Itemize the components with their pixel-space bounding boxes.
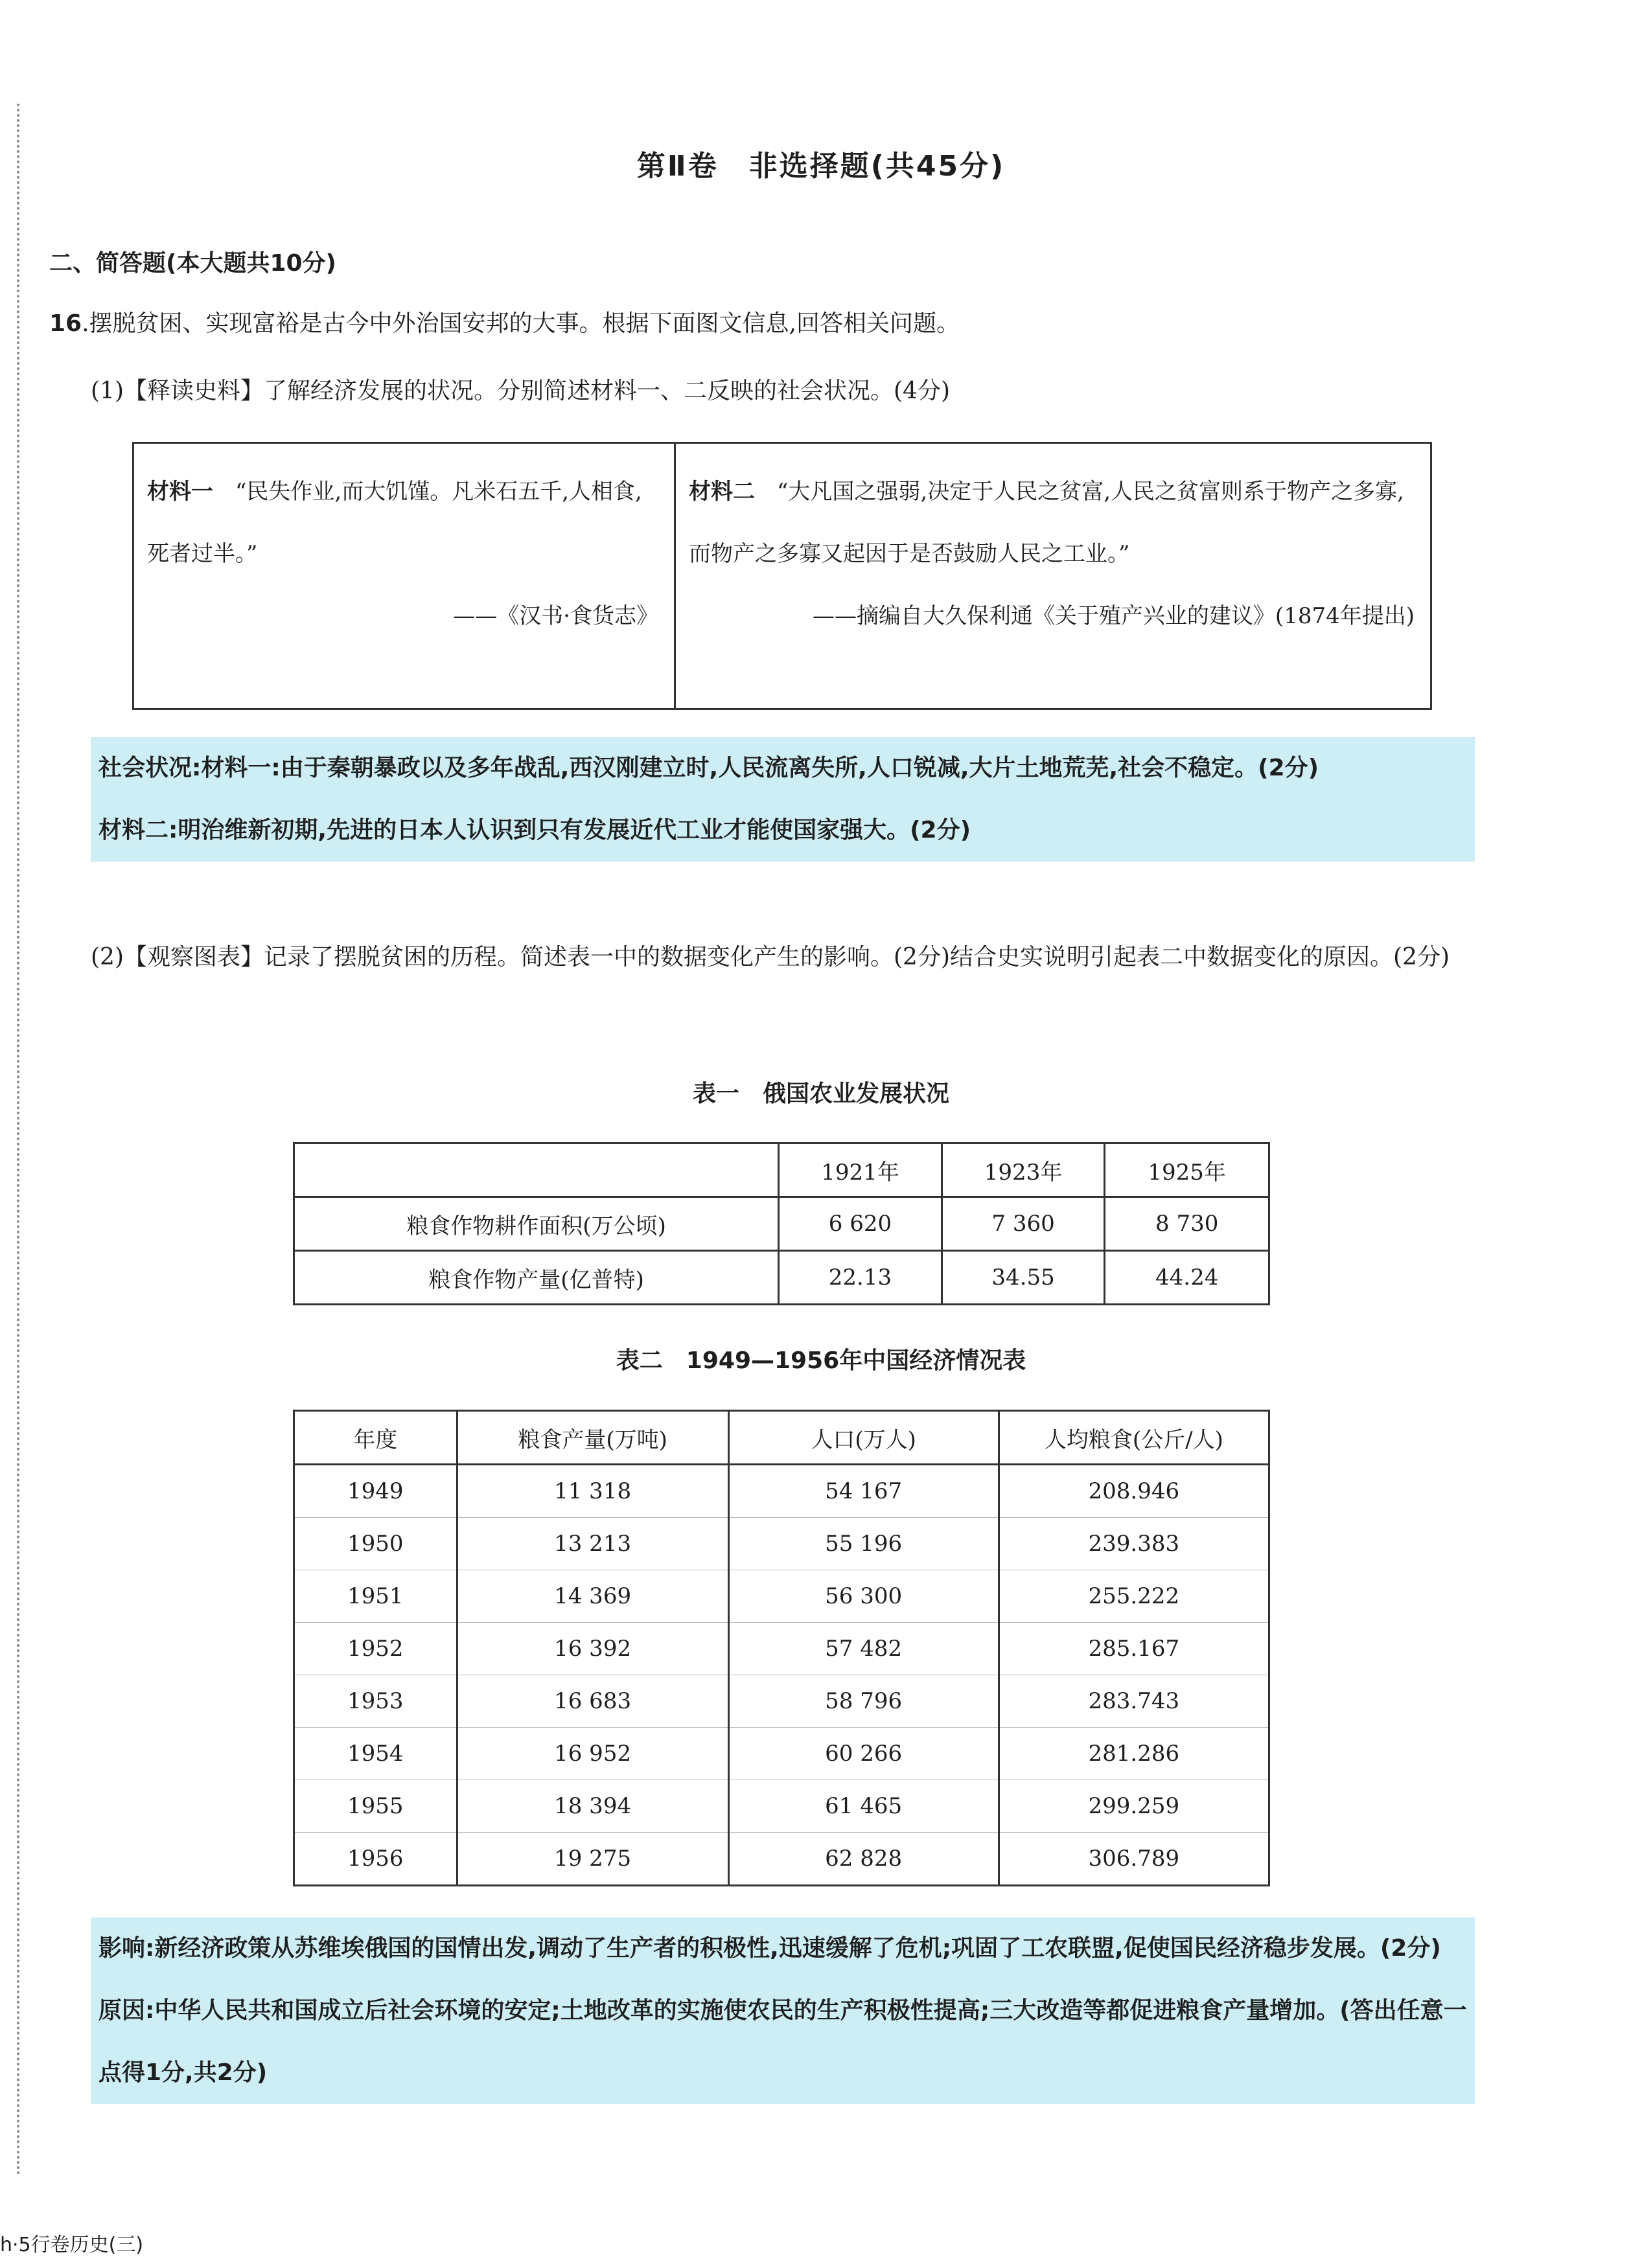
material-2-label: 材料二 [689, 479, 755, 505]
material-2-quote: “大凡国之强弱,决定于人民之贫富,人民之贫富则系于物产之多寡,而物产之多寡又起因于是否鼓励人民之工业。” [689, 479, 1404, 567]
table-cell: 7 360 [942, 1197, 1105, 1251]
table-cell: 16 683 [457, 1675, 728, 1728]
table-header-cell [294, 1143, 779, 1197]
table-1-caption: 表一 俄国农业发展状况 [692, 1081, 949, 1107]
answer-part-1 [91, 737, 1475, 862]
page-footer: h·5行卷历史(三) [0, 2234, 144, 2256]
table-cell: 粮食作物产量(亿普特) [294, 1251, 779, 1305]
material-1-quote: “民失作业,而大饥馑。凡米石五千,人相食,死者过半。” [147, 479, 642, 567]
table-row [294, 1518, 1269, 1570]
table-header-cell: 1921年 [779, 1143, 942, 1197]
table-row [294, 1833, 1269, 1886]
table-cell: 16 392 [457, 1623, 728, 1675]
table-row [294, 1623, 1269, 1675]
table-cell: 8 730 [1105, 1197, 1269, 1251]
answer-part-2 [91, 1918, 1475, 2104]
table-cell: 239.383 [999, 1518, 1269, 1570]
table-row [294, 1780, 1269, 1833]
section-heading: 二、简答题(本大题共10分) [49, 250, 337, 277]
question-16-stem [49, 307, 960, 341]
table-cell: 22.13 [779, 1251, 942, 1305]
table-cell: 1952 [294, 1623, 457, 1675]
table-row [294, 1465, 1269, 1518]
table-header-cell: 1925年 [1105, 1143, 1269, 1197]
material-1 [134, 444, 676, 708]
table-cell: 283.743 [999, 1675, 1269, 1728]
table-cell: 54 167 [728, 1465, 999, 1518]
table-cell: 6 620 [779, 1197, 942, 1251]
question-part-1: (1)【释读史料】了解经济发展的状况。分别简述材料一、二反映的社会状况。(4分) [91, 378, 950, 404]
table-cell: 55 196 [728, 1518, 999, 1570]
materials-box [132, 442, 1432, 710]
table-cell: 60 266 [728, 1728, 999, 1780]
table-cell: 1949 [294, 1465, 457, 1518]
binding-margin-line [17, 104, 19, 2177]
table-header-cell: 年度 [294, 1411, 457, 1465]
table-cell: 粮食作物耕作面积(万公顷) [294, 1197, 779, 1251]
table-cell: 1954 [294, 1728, 457, 1780]
table-2-caption: 表二 1949—1956年中国经济情况表 [616, 1347, 1026, 1374]
table-cell: 208.946 [999, 1465, 1269, 1518]
table-cell: 1951 [294, 1570, 457, 1623]
table-row [294, 1197, 1269, 1251]
table-cell: 13 213 [457, 1518, 728, 1570]
table-header-cell: 1923年 [942, 1143, 1105, 1197]
table-cell: 62 828 [728, 1833, 999, 1886]
question-part-2: (2)【观察图表】记录了摆脱贫困的历程。简述表一中的数据变化产生的影响。(2分)结合史实说明引起表二中数据变化的原因。(2分) [91, 944, 1450, 970]
page-title: 第Ⅱ卷 非选择题(共45分) [636, 150, 1006, 183]
answer-2-reason: 原因:中华人民共和国成立后社会环境的安定;土地改革的实施使农民的生产积极性提高;三大改造等都促进粮食产量增加。(答出任意一点得1分,共2分) [98, 1997, 1467, 2086]
table-cell: 61 465 [728, 1780, 999, 1833]
table-cell: 1950 [294, 1518, 457, 1570]
table-row [294, 1251, 1269, 1305]
table-cell: 255.222 [999, 1570, 1269, 1623]
answer-2-impact: 影响:新经济政策从苏维埃俄国的国情出发,调动了生产者的积极性,迅速缓解了危机;巩固了工农联盟,促使国民经济稳步发展。(2分) [98, 1935, 1441, 1962]
table-cell: 44.24 [1105, 1251, 1269, 1305]
table-row [294, 1143, 1269, 1197]
table-1 [293, 1142, 1270, 1305]
table-cell: 16 952 [457, 1728, 728, 1780]
table-cell: 18 394 [457, 1780, 728, 1833]
table-cell: 1955 [294, 1780, 457, 1833]
material-2 [676, 444, 1430, 708]
table-header-cell: 人口(万人) [728, 1411, 999, 1465]
answer-1-material-2: 材料二:明治维新初期,先进的日本人认识到只有发展近代工业才能使国家强大。(2分) [98, 817, 971, 843]
table-header-cell: 粮食产量(万吨) [457, 1411, 728, 1465]
table-row [294, 1411, 1269, 1465]
material-1-label: 材料一 [147, 479, 213, 505]
table-cell: 14 369 [457, 1570, 728, 1623]
table-row [294, 1570, 1269, 1623]
table-cell: 56 300 [728, 1570, 999, 1623]
table-cell: 19 275 [457, 1833, 728, 1886]
table-cell: 58 796 [728, 1675, 999, 1728]
table-cell: 306.789 [999, 1833, 1269, 1886]
material-1-source: ——《汉书·食货志》 [453, 603, 658, 629]
question-text: .摆脱贫困、实现富裕是古今中外治国安邦的大事。根据下面图文信息,回答相关问题。 [82, 310, 960, 337]
material-2-source: ——摘编自大久保利通《关于殖产兴业的建议》(1874年提出) [812, 603, 1415, 629]
table-2 [293, 1410, 1270, 1886]
table-cell: 281.286 [999, 1728, 1269, 1780]
answer-1-material-1: 社会状况:材料一:由于秦朝暴政以及多年战乱,西汉刚建立时,人民流离失所,人口锐减,大片土地荒芜,社会不稳定。(2分) [98, 755, 1319, 781]
table-header-cell: 人均粮食(公斤/人) [999, 1411, 1269, 1465]
table-cell: 11 318 [457, 1465, 728, 1518]
table-cell: 34.55 [942, 1251, 1105, 1305]
table-cell: 1956 [294, 1833, 457, 1886]
table-row [294, 1728, 1269, 1780]
table-cell: 1953 [294, 1675, 457, 1728]
table-cell: 285.167 [999, 1623, 1269, 1675]
table-cell: 57 482 [728, 1623, 999, 1675]
table-row [294, 1675, 1269, 1728]
question-number: 16 [49, 310, 82, 337]
table-cell: 299.259 [999, 1780, 1269, 1833]
